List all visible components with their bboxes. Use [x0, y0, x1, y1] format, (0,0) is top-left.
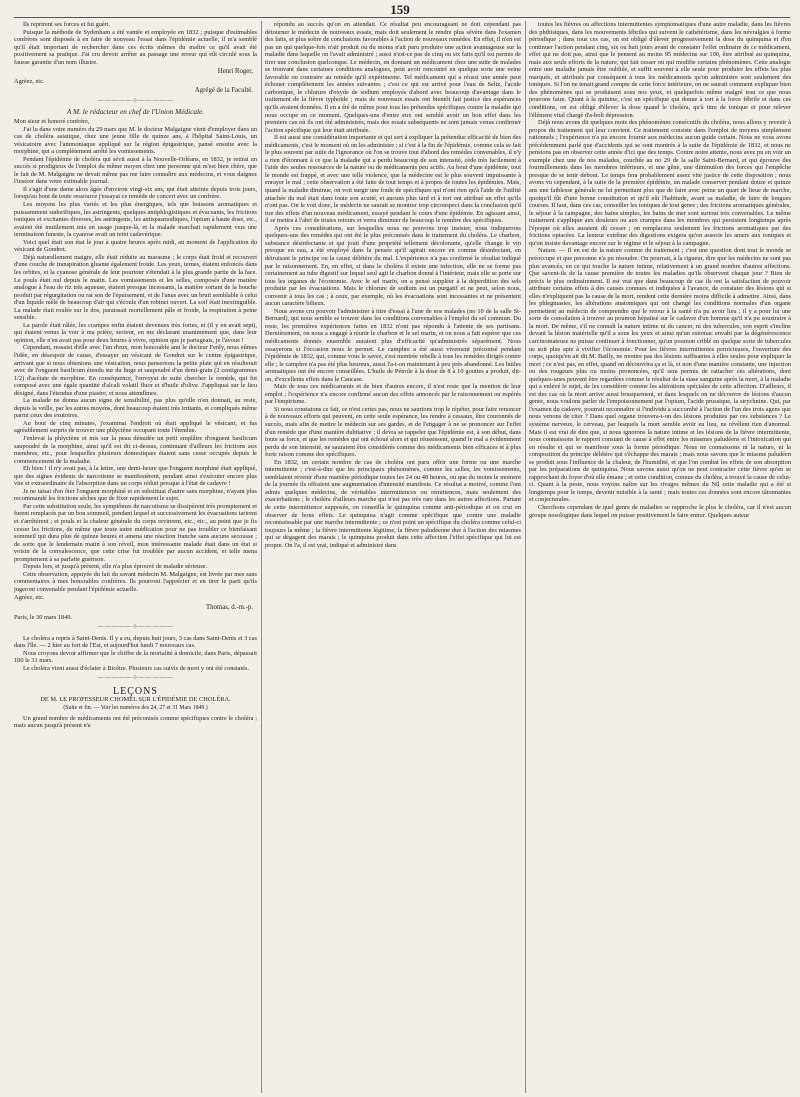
column-rule — [525, 21, 526, 1093]
column-1 — [14, 21, 257, 1093]
paragraph: Cette observation, appuyée du fait du savant médecin M. Malgaigne, est livrée par mes sans commentaires à mes honorables confrères. Ils pourront l'apprécier et en tirer le parti qu'ils jugeront convenable pendant l'épidémie actuelle. — [14, 570, 257, 593]
news-item: Le choléra a repris à Saint-Denis. Il y a eu, depuis huit jours, 3 cas dans Saint-Denis et 3 cas dans l'île. — 2 hier au fort de l'Est, et aujourd'hui lundi 7 nouveaux cas. — [14, 634, 257, 650]
section-separator: —————⊹————— — [97, 624, 174, 631]
section-separator: —————⊹————— — [97, 675, 174, 682]
paragraph: La malade ne donna aucun signe de sensibilité, pas plus qu'elle n'en donnait, au reste, depuis la veille, par les autres moyens, dont beaucoup étaient très irritants, et compliqués même parmi ceux des exutoires. — [14, 397, 257, 420]
section-separator: —————⊹————— — [97, 97, 174, 104]
header-rule — [14, 17, 790, 18]
paragraph: Déjà nous avons dit quelques mots des phénomènes consécutifs du choléra, nous allons y revenir à propos du traitement qui leur convient. Ce traitement consiste dans l'emploi de moyens simplement rationnels ; l'expérience n'a pu encore fournir aux médecins aucun guide certain. Nous ne vous avons précédemment parlé que d'accidents qui se sont montrés à la suite de l'épidémie de 1832, et nous ne pensions pas en observer cette année d'ici que des temps. Contre notre attente, nous avez pu en voir un exemple chez une de nos malades, couchée au no 29 de la salle Saint-Bernard, et qui éprouve des fourmillements dans les membres inférieurs, et une gêne, une diminution des forces qui l'empêche presque de se tenir debout. Le temps fera probablement assez vite justice de cette disposition ; nous avons vu cependant, à la suite de la première épidémie, un malade conserver pendant douze et quinze ans une faiblesse générale ne lui permettant plus que de faire avec peine un quart de lieue de marche, quoiqu'il fût d'une bonne constitution et qu'il eût l'habitude, avant sa maladie, de faire de longues courses. Il faut, dans ces cas, conseiller les toniques de tout genre ; des frictions aromatiques générales, le séjour à la campagne, des bains simples, les bains de mer sont surtout très convenables. Le même traitement s'applique aux douleurs ou aux crampes dans les membres qui persistent longtemps après l'époque où elles auraient dû cesser ; on remplacera seulement les frictions aromatiques par des frictions opiacées. La lenteur extrême des digestions exigera qu'on associe les amers aux toniques et qu'on insiste davantage encore sur le régime et le séjour à la campagne. — [529, 119, 791, 247]
lecons-subtitle: DE M. LE PROFESSEUR CHOMEL SUR L'ÉPIDÉMIE DE CHOLÉRA. — [40, 696, 231, 704]
paragraph: Nous avons cru pouvoir l'administrer à titre d'essai à l'une de nos malades (no 10 de la salle St-Bernard), qui nous semble se trouver dans les conditions convenables à l'emploi du sel commun. Du reste, les premières expériences faites en 1832 n'ont pas répondu à l'attente de ses partisans. Dernièrement, on nous a engagé à réunir le charbon et le sel marin, et on nous a fait espérer que ces médicaments donnés ensemble auraient plus d'efficacité qu'administrés séparément. Nous essayerons si l'occasion nous le permet. Le camphre a été aussi vivement préconisé pendant l'épidémie de 1832, qui, comme vous le savez, s'est montrée rebelle à tous les remèdes dirigés contre elle ; le camphre n'a pas été plus heureux, aussi l'a-t-on maintenant à peu près abandonné. Les huiles aromatiques ont été encore conseillées. L'huile de Pétrole à la dose de 8 à 10 gouttes a produit, dit-on, d'excellents effets dans le Caucase. — [265, 307, 521, 383]
column-3 — [529, 21, 791, 1093]
signature-lead: Agréez, etc. — [14, 77, 45, 85]
letter-signature: Thomas, d.-m.-p. — [205, 604, 253, 612]
signature-title: Agrégé de la Faculté. — [194, 87, 253, 95]
letter-body — [14, 126, 257, 594]
paragraph: Eh bien ! il n'y avait pas, à la lettre, une demi-heure que l'onguent morphiné était appliqué, que des signes évidents de narcotisme se manifestèrent, pendant ainsi s'exécuter encore plus vite et extraordinaire de l'absorption dans un corps réduit presque à l'état de cadavre ! — [14, 465, 257, 488]
paragraph: Pendant l'épidémie de choléra qui sévit aussi à la Nouvelle-Orléans, en 1832, je retirai un succès si prodigieux de l'emploi du même moyen chez une personne qui m'est bien chère, que le fait de M. Malgaigne ne devait même pas me faire connaître aux médecins, et vous daignez l'insérer dans votre estimable journal. — [14, 155, 257, 186]
paragraph: Déjà naturellement maigre, elle était réduite au marasme ; le corps était froid et recouvert d'une couche de transpiration gluante également froide. Les yeux, ternes, étaient enfoncés dans les orbites, et la cyanose générale de leur pourtour s'étendait à la plus grande partie de la face. Le pouls était nul depuis le matin. Les vomissements et les selles, composés d'une matière analogue à l'eau de riz très aqueuse, étaient presque incessants, la matière sortant de la bouche produit par régurgitation ou rai son de l'épuisement, et de l'anus avec un bruit semblable à celui d'un liquide mêlé de beaucoup d'air qui s'écoule d'un robinet ouvert. La soif était inextinguible. La malade était roulée sur le dos, paraissait mortellement pâle et froide, la respiration à peine sensible. — [14, 253, 257, 322]
intro-text — [14, 21, 257, 66]
news-item: Nous croyons devoir affirmer que le chiffre de la mortalité à domicile, dans Paris, dépassait 100 le 31 mars. — [14, 649, 257, 665]
letter-salutation: Mon sieur et honoré confrère, — [14, 118, 90, 126]
letter-place-date: Paris, le 30 mars 1849. — [14, 613, 73, 621]
paragraph: Après ces considérations, sur lesquelles nous ne pouvons trop insister, nous indiquerons quelques-uns des remèdes qui ont été le plus préconisés dans le traitement du choléra. Le charbon, substance désinfectante et qui jouit d'une propriété tellement décolorante, qu'elle change le vin presque en eau, a été employé dans la pensée qu'il agirait encore en comme désinfectant, en détruisant le principe ou la cause délétère du mal. L'expérience n'a pas confirmé le résultat indiqué par le raisonnement. En, en effet, si dans le choléra il existe une infection, elle ne se forme pas certainement au tube digestif sur lequel seul agit le charbon donné à l'intérieur, mais elle se porte sur tous les organes de l'économie. Avec le sel marin, on a pensé suppléer à la déperdition des sels produite par les évacuations. Mais le chlorure de sodium est un purgatif et ne peut, selon nous, convenir à tous les cas ; à ceux, par exemple, où les évacuations sont incessantes et ne présentent aucun caractère bilieux. — [265, 224, 521, 308]
paragraph: Je ne taisai d'en ôter l'onguent morphiné et en substituai d'autre sans morphine, n'ayant plus recommandé les frictions sèches que de fixer rapidement le sujet. — [14, 487, 257, 503]
column-2 — [265, 21, 521, 1093]
paragraph: Nature. — Il en est de la nature comme du traitement ; c'est une question dont tout le monde se préoccupe et que personne n'a pu résoudre. On pourrait, à la rigueur, dire que les médecins ne sont pas plus avancés, en ce qui touche la nature intime, relativement à un grand nombre d'autres affections. Que savent-ils de la cause première de toutes les maladies qu'ils observent chaque jour ? Bien de précis le plus ordinairement. Il est vrai que dans beaucoup de cas ils ont la satisfaction de pouvoir attribuer certains effets à des causes connues et indiquées à l'avance, de constater des lésions qui si elles n'expliquent pas la cause de la mort, rendent cette dernière moins difficile à admettre. Ainsi, dans les phlegmasies, les altérations anatomiques qui ont changé les conditions normales d'un organe permettent au médecin de comprendre que le retour à la santé n'a pu avoir lieu ; il y a pour lui une sorte de consolation à trouver au poumon hépatisé sur le cadavre d'un homme qu'il n'a pu soustraire à la mort. De même, s'il ne connaît la nature intime ni du cancer, ni des tubercules, son esprit s'incline devant la lésion matérielle qu'il a sous les yeux et ainsi qu'un estomac envahi par la dégénérescence carcinomateuse ne puisse continuer à fonctionner, qu'un poumon criblé en quelque sorte de tubercules ne soit plus apte à vivifier l'économie. Pour les fièvres intermittentes pernicieuses, l'ouverture des corps, quoiqu'en ait dit M. Bailly, ne montre pas des lésions suffisantes à elles seules pour expliquer la mort ; ce n'est pas, en effet, quand on découvrira ça et là, et non d'une manière constante, une injection ou des rougeurs plus ou moins prononcées, qu'il sera permis de rattacher ces altérations, dont quelques-unes peuvent être regardées comme le résultat de la stase sanguine après la mort, à la maladie qui a enlevé le sujet, de les considérer comme les altérations spéciales de cette affection. D'ailleurs, il est des cas où la mort arrive aussi brusquement, et dans lesquels on ne découvre de lésions d'aucun genre, nous voulons parler de l'empoisonnement par l'opium, l'acide prussique, la strychnine. Qui, par l'examen du cadavre, pourrait reconnaître si l'individu a succombé à l'action de l'un des trois agens que nous venons de citer ? Dans quel organe trouvera-t-on des lésions produites par ces substances ? Le système nerveux, le cerveau, par lesquels la mort semble avoir eu lieu, ne révèlent rien d'anormal. Mais il est vrai de dire que, si nous ignorons la nature intime et les lésions de la fièvre intermittente, nous connaissons le rapport constant de cause à effet entre les miasmes paludéens et l'intoxication qui en résulte et qui se manifeste sous la forme périodique. Nous ne connaissons ni la nature, ni la composition du principe délétère qui s'échappe des marais ; mais nous savons que le miasme paludéen se produit sous l'influence de la chaleur, de l'humidité, et que l'on combat les effets de son absorption par les préparations de quinquina. Nous savons aussi qu'on ne peut contracter cette fièvre qu'en se rapprochant du foyer d'où elle émane ; et cette condition, connue du choléra, a trouvé la cause de celui-ci. Quant à la peste, nous voyons naître sur les rivages mêmes du Nil cette maladie qui a été si longtemps pour le temps, devenir nuisible à la santé ; mais toutes ces données sont encore tâtonnantes et conjecturales. — [529, 247, 791, 504]
paragraph: J'enlevai la phlyctène et mis sur la peau dénudée un petit emplâtre d'onguent basilicum saupoudré de la morphine, ainsi qu'il est dit ci-dessus, continuant d'ailleurs les frictions aux membres, etc., pour lesquelles plusieurs domestiques étaient sans cesse occupés depuis le commencement de la maladie. — [14, 434, 257, 465]
lecons-body: Un grand nombre de médicaments ont été préconisés comme spécifiques contre le choléra ; mais aucun jusqu'à présent n'a — [14, 714, 257, 730]
paragraph: Depuis lors, et jusqu'à présent, elle n'a plus éprouvé de maladie sérieuse. — [23, 563, 208, 571]
news-item: Le choléra vient aussi d'éclater à Bicêtre. Plusieurs cas suivis de mort y ont été constatés. — [23, 664, 250, 672]
letter-closing: Agréez, etc. — [14, 594, 45, 602]
news-items — [14, 635, 257, 673]
paragraph: Les moyens les plus variés et les plus énergiques, tels que boissons aromatiques et puissamment sudorifiques, les astringents, quelques antiphlogistiques et évacuants, les frictions toniques et excitantes diverses, les astringents, les antispasmodiques, l'opium à haute dose, etc., avaient été inutilement mis en usage jusque-là, et la malade marchait rapidement vers une terminaison funeste, la cyanose avait un teint cadavérique. — [14, 201, 257, 239]
paragraph: En 1832, un certain nombre de cas de choléra ont paru offrir une forme ou une marche intermittente ; c'est-à-dire que les principaux phénomènes, comme les selles, les vomissements, semblaient revenir d'une manière périodique toutes les 24 ou 48 heures, ou que du moins le moment de la journée ils offraient une augmentation d'intensité manifeste. Ce résultat a motivé, comme l'ont admis quelques médecins, de véritables intermittences ou rémittences, mais seulement des exacerbations ; le choléra d'ailleurs marche qui n'est pas très rare dans les autres affections. Partant de cette intermittence supposée, on conseilla le quinquina comme anti-périodique et on crut en observer de bons effets. Le quinquina n'agit comme spécifique que contre une maladie reconnaissable par une marche intermittente ; ce n'est point un spécifique du choléra comme celui-ci toujours la même ; la fièvre intermittente légitime, la fièvre paludéenne due à l'action des miasmes qui se dégagent des marais ; le quinquina produit dans cette affection l'effet spécifique qui lui est propre. On l'a, il est vrai, indiqué et administré dans — [265, 458, 521, 549]
signature-name: Henri Roger, — [217, 68, 253, 76]
paragraph: Cependant, ressaisi d'elle avec l'un d'eux, mon honorable ami le docteur Fenly, nous eûmes l'idée, en désespoir de cause, d'essayer un vésicant de Gondret sur le centre épigastrique, arrivant que si nous obtenions une vésication, nous panserions la petite plaie qui en résulterait avec de l'onguent basilicum étendu sur du linge et saupoudré d'un demi-grain (2 centigrammes 1/2) d'acétate de morphine. En conséquence, l'envoyai de suite chercher le remède, qui fut composé avec une égale quantité d'alcali volatil fluor et d'huile d'olive. J'appliquai sur le lieu désigné, dans l'étendue d'une piastre, et nous attendîmes. — [14, 344, 257, 397]
paragraph: Il est aussi une considération importante et qui sert à expliquer la prétendue efficacité de bien des médicaments, c'est le moment où on les administre ; si c'est à la fin de l'épidémie, comme cela se fait le plus souvent par suite de l'ignorance où l'on se trouve tout d'abord des remèdes convenables, il n'y a rien d'étonnant à ce que la maladie qui a perdu beaucoup de son intensité, cède très facilement à l'aide des seules ressources de la nature ou de médicaments peu actifs. Au bout d'une épidémie, tout le monde est frappé, et avec une telle violence, que la médecine est le plus souvent impuissante à enrayer le mal ; cette observation a été faite de tout temps et à propos de toutes les épidémies. Mais, quand la maladie diminue, on voit surgir une foule de spécifiques qui n'ont rien qu'à l'aide de l'utilité attachée du mal était dans toute son acuité, et aucuns plus tard et à tort ont attribué un effet qu'ils n'ont pas. On le voit donc, le médecin ne saurait se montrer trop circonspect dans la conclusion qu'il tire des effets d'un nouveau médicament, essayé pendant le cours d'une épidémie. En agissant ainsi, il se mettra à l'abri de tristes retours et verra diminuer de beaucoup le nombre des spécifiques. — [265, 134, 521, 225]
paragraph: Voici quel était son état le jour à quatre heures après midi, au moment de l'application du vésicant de Gondret. — [14, 238, 257, 254]
lecons-note: (Suite et fin. — Voir les numéros des 24, 27 et 31 Mars 1849.) — [63, 705, 208, 712]
paragraph: Il s'agit d'une dame alors âgée d'environ vingt-six ans, qui était atteinte depuis trois jours, lorsqu'au bout de toute ressource j'essayai ce remède de concert avec un confrère. — [14, 185, 257, 201]
paragraph: répondu au succès qu'on en attendait. Ce résultat peu encourageant ne doit cependant pas détourner le médecin de nouveaux essais, mais doit seulement le rendre plus sévère dans l'examen des faits, et plus sobre de conclusions favorables à l'action de nouveaux remèdes. En effet, il n'en est pas un qui quelque-fois n'ait produit ou du moins n'ait paru produire une action avantageuse sur la maladie dans laquelle on l'avait administré ; aussi n'est-ce pas de cinq ou six faits qu'il est permis de tirer une conclusion quelconque. Le médecin, en donnant un médicament chez une suite de malades se trouvant dans certaines conditions analogues, peut avoir rencontré en quelque sorte une veine favorable ou contraire au remède qu'il expérimente. Tel médicament qui a réussi une année peut échouer complètement les années suivantes ; c'est ce qui est arrivé pour l'eau de Seltz, l'acide carbonique, le chlorure d'oxyde de sodium employés d'abord avec beaucoup d'avantage dans le traitement de la fièvre typhoïde ; mais de nouveaux essais ont bientôt fait justice des espérances qu'ils avaient données. Il en a été de même pour tous les prétendus spécifiques contre la maladie qui nous occupe en ce moment. Quelques-uns d'entre eux ont semblé avoir un bon effet dans les premiers cas où ils ont été administrés, mais des essais subséquents ne sont jamais venus confirmer l'action spécifique qui leur était attribuée. — [265, 21, 521, 134]
column-rule — [261, 21, 262, 1093]
paragraph: Puisque la méthode de Sydenham a été vantée et employée en 1832 ; puisque d'estimables confrères sont disposés à en faire de nouveau l'essai dans l'épidémie actuelle, il m'a semblé qu'il était important de rechercher dans ces écrits mêmes du maître ce qu'il avait été positivement sa pratique. J'ai cru devoir arrêter au passage une erreur qui eût circulé sous la fausse garantie d'un nom illustre. — [14, 28, 257, 66]
letter-heading: A M. le rédacteur en chef de l'Union Médicale. — [66, 107, 205, 117]
paragraph: J'ai lu dans votre numéro du 29 mars que M. le docteur Malgaigne vient d'employer dans un cas de choléra asiatique, chez une jeune fille de quinze ans, à l'hôpital Saint-Louis, un vésicatoire avec l'ammoniaque appliqué sur la région épigastrique, pansé ensuite avec la morphine, qui a complètement arrêté les vomissements. — [14, 125, 257, 156]
paragraph: Si nous constatons ce fait, ce n'est certes pas, nous ne saurions trop le répéter, pour faire renoncer à de nouveaux efforts qui peuvent, en cette seule espérance, les rendre à cessaux, être couronnés de succès, mais afin de mettre le médecin sur ses gardes, et de l'engager à ne se prononcer sur l'effet d'un remède que d'une manière dubitative ; il devra se rappeler que l'épidémie est, à son début, dans toute sa force, et que les remèdes qui ont échoué alors et qui réussissent, quand le mal a évidemment perdu de son intensité, ne sauraient être considérés comme des médicaments bien efficaces et à plus forte raison comme des spécifiques. — [265, 405, 521, 459]
paragraph: Ils reprirent ses forces et fut guéri. — [23, 21, 111, 28]
paragraph: Mais de tous ces médicaments et de bien d'autres encore, il n'est reste que la mention de leur emploi ; l'expérience n'a encore confirmé aucun des effets annoncés par le raisonnement ou espérés par l'empirisme. — [265, 383, 521, 406]
article-body — [529, 21, 791, 519]
paragraph: toutes les fièvres ou affections intermittentes symptomatiques d'une autre maladie, dans les fièvres des phthisiques, dans les mouvements fébriles qui suivent le cathétérisme, dans les névralgies à forme périodique ; dans tous ces cas, on est obligé d'élever progressivement la dose du quinquina et d'en continuer l'action pendant cinq, six ou huit jours avant de constater l'effet ordinaire de ce médicament, effet qui ne doit pas, ainsi que le pensent au moins 95 médecins sur 100, être attribué au quinquina, mais aux seuls efforts de la nature, qui fait cesser ou qui modifie certains phénomènes. Cette analogie entre une maladie jamais être oubliée, et suffit souvent à elle seule pour produire les effets les plus marqués, et attribués par conséquent à tous les médicaments qu'on administre sont seulement des toniques. Si l'on ne tenait grand compte de cette force intérieure, on ne saurait comment expliquer bien des phénomènes qui se produisent sous nos yeux, et quelquefois même malgré tout ce que nous pouvons faire. Quant à la quinine, c'est un spécifique qui donne à tort à la force fébrile et dans ces conditions, on est obligé d'élever la dose quand le choléra, qu'à titre de tonique et pour relever l'élément vital chargé d'a-boli dépression. — [529, 21, 791, 119]
page-number: 159 — [390, 2, 410, 17]
paragraph: Par cette substitution seule, les symptômes de narcotisme se dissipèrent très promptement et furent remplacés par un bon sommeil, pendant lequel et successivement les évacuations tarirent et s'arrêtèrent ; et pouls et la chaleur générale du corps revinrent, etc., etc., au point que je fis cesser les frictions, de même que toute autre médication pour ne pas troubler ce bienfaisant sommeil qui dura plus de quinze heures et amena une réaction franche sans aucune secousse ; de sorte que le lendemain matin à son réveil, mon intéressante malade était dans un état si voisin de la convalescence, que cette crise fut troublée par aucun accident, et telle mena promptement à sa parfaite guérison. — [14, 502, 257, 563]
paragraph: Au bout de cinq minutes, j'examinai l'endroit où était appliqué le vésicant, et fus agréablement surpris de trouver une phlyctène occupant toute l'étendue. — [14, 419, 257, 435]
paragraph: Cherchons cependant de quel genre de maladies se rapproche le plus le choléra, car il n'est aucun groupe nosologique dans lequel on puisse positivement le faire entrer. Quelques auteur — [529, 504, 791, 519]
article-body — [265, 21, 521, 549]
paragraph: La parole était râlée, les crampes enfin étaient devenues très fortes, et (il y en avait sept), qui étaient venus la voir à ma prière, secteur, en me déclarant unanimement que, dans leur opinion, elle n'en avait pas pour deux heures à vivre, opinion que je partageais, je l'avoue ! — [14, 321, 257, 344]
lecons-title: LEÇONS — [113, 685, 158, 697]
